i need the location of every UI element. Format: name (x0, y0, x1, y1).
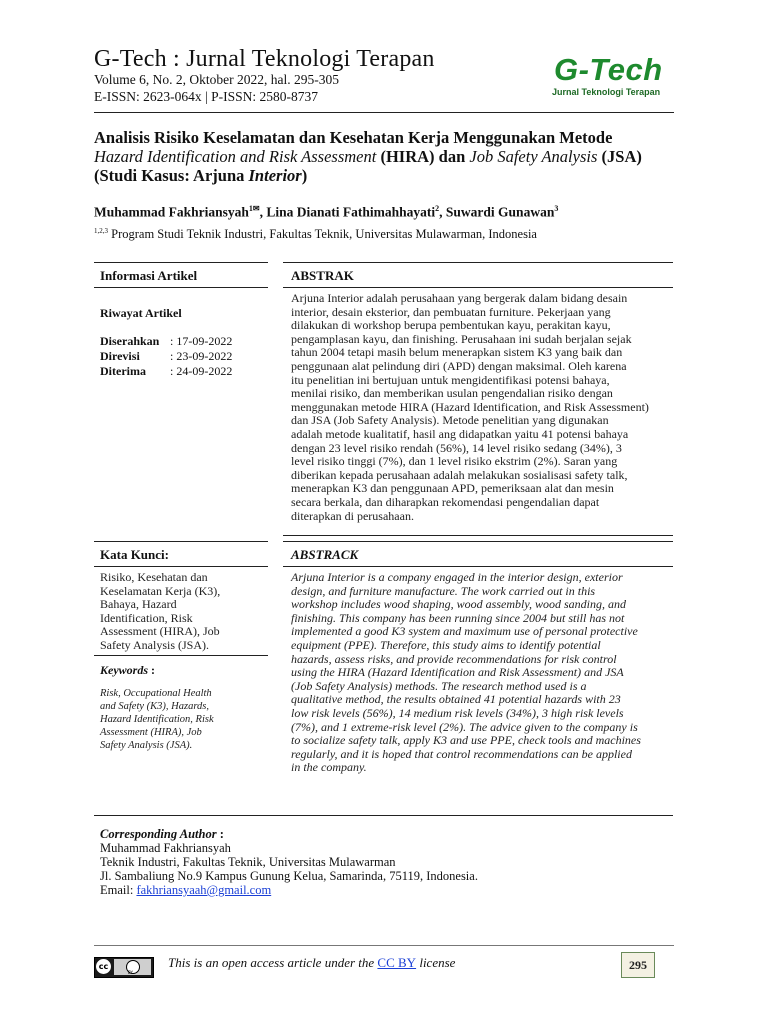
abstract-en-body: Arjuna Interior is a company engaged in the interior design, exterior design, and furniture manufacture. The work carried out in this workshop includes wood shaping, wood assembly, wood sanding, and finishing. This company has been running since 2004 but still has not implemented a good K3 system and maximum use of personal protective equipment (PPE). Therefore, this study aims to identify potential hazards, assess risks, and provide recommendations for risk control using the HIRA (Hazard Identification and Risk Assessment) and JSA (Job Safety Analysis) methods. The research method used is a qualitative method, the results obtained 41 potential hazards with 23 low risk levels (56%), 14 medium risk levels (34%), 3 high risk levels (7%), and 1 extreme-risk level (2%). The advice given to the company is to socialize safety talk, apply K3 and use PPE, check tools and machines regularly, and it is hoped that control recommendations can be applied in the company. (291, 570, 641, 775)
abstract-en-top-rule (283, 541, 673, 542)
cc-by-link[interactable]: CC BY (377, 955, 417, 970)
abstract-en-mid-rule (283, 566, 673, 567)
corresponding-heading: Corresponding Author : (100, 827, 224, 841)
email-link[interactable]: fakhriansyaah@gmail.com (136, 883, 272, 897)
keywords-mid-rule (94, 566, 268, 567)
abstract-bottom-rule (94, 815, 673, 816)
keywords-top-rule (94, 541, 268, 542)
abstrak-bottom-rule (283, 535, 673, 536)
journal-title: G-Tech : Jurnal Teknologi Terapan (94, 46, 435, 72)
affiliation: $^{1,2,3}$ Program Studi Teknik Industri, Fakultas Teknik, Universitas Mulawarman, Indonesia (94, 227, 537, 242)
title-line-1: Analisis Risiko Keselamatan dan Kesehatan Kerja Menggunakan Metode (94, 128, 613, 147)
footer-rule (94, 945, 674, 946)
journal-logo: G-Tech (554, 52, 663, 87)
info-heading: Informasi Artikel (100, 268, 198, 283)
history-row: Diterima : 24-09-2022 (100, 364, 233, 378)
keywords-en-list: Risk, Occupational Health and Safety (K3), Hazards, Hazard Identification, Risk Assessment (HIRA), Job Safety Analysis (JSA). (100, 688, 214, 751)
abstract-en-heading: ABSTRACK (291, 547, 359, 562)
keywords-en-rule (94, 655, 268, 656)
abstrak-body: Arjuna Interior adalah perusahaan yang bergerak dalam bidang desain interior, desain eksterior, dan pembuatan furniture. Pekerjaan yang dilakukan di workshop berupa pembentukan kayu, perakitan kayu, pengamplasan kayu, dan finishing. Perusahaan ini sudah berjalan sejak tahun 2004 tetapi masih belum menerapkan sistem K3 yang baik dan penggunaan alat pelindung diri (APD) dengan maksimal. Oleh karena itu penelitian ini bertujuan untuk mengidentifikasi potensi bahaya, menilai risiko, dan memberikan usulan pengendalian risiko dengan menggunakan metode HIRA (Hazard Identification, and Risk Assessment) dan JSA (Job Safety Analysis). Metode penelitian yang digunakan adalah metode kualitatif, hasil ang didapatkan yaitu 41 potensi bahaya dengan 23 level risiko rendah (56%), 14 level risiko sedang (34%), 3 level risiko tinggi (7%), dan 1 level risiko ekstrim (2%). Saran yang diberikan kepada perusahaan adalah melakukan sosialisasi safety talk, menerapkan K3 dan penggunaan APD, pemeriksaan alat dan mesin secara berkala, dan diharapkan rekomendasi pengendalian dapat diterapkan di perusahaan. (291, 291, 649, 523)
keywords-en-heading: Keywords : (100, 663, 155, 677)
corresponding-dept: Teknik Industri, Fakultas Teknik, Universitas Mulawarman (100, 855, 396, 869)
info-top-rule (94, 262, 268, 263)
info-mid-rule (94, 287, 268, 288)
title-line-3: (Studi Kasus: Arjuna Interior) (94, 166, 308, 185)
keywords-id-list: Risiko, Kesehatan dan Keselamatan Kerja (K3), Bahaya, Hazard Identification, Risk Assessment (HIRA), Job Safety Analysis (JSA). (100, 570, 221, 652)
authors: Muhammad Fakhriansyah$^{1✉}$, Lina Dianati Fathimahhayati$^2$, Suwardi Gunawan$^3$ (94, 204, 559, 220)
corresponding-author (100, 827, 478, 897)
corresponding-email: Email: fakhriansyaah@gmail.com (100, 883, 272, 897)
journal-issn: E-ISSN: 2623-064x | P-ISSN: 2580-8737 (94, 89, 318, 104)
corresponding-address: Jl. Sambaliung No.9 Kampus Gunung Kelua, Samarinda, 75119, Indonesia. (100, 869, 478, 883)
title-line-2: Hazard Identification and Risk Assessment (HIRA) dan Job Safety Analysis (JSA) (94, 147, 642, 166)
journal-volume: Volume 6, No. 2, Oktober 2022, hal. 295-305 (94, 72, 339, 87)
article-title (94, 128, 684, 185)
history-row: Diserahkan : 17-09-2022 (100, 334, 233, 348)
history-heading: Riwayat Artikel (100, 306, 182, 320)
history-row: Direvisi : 23-09-2022 (100, 349, 233, 363)
abstrak-heading: ABSTRAK (291, 268, 354, 283)
cc-license-icon: cc BY (94, 957, 154, 978)
abstrak-mid-rule (283, 287, 673, 288)
journal-logo-subtitle: Jurnal Teknologi Terapan (552, 87, 661, 97)
keywords-id-heading: Kata Kunci: (100, 547, 169, 562)
license-text: This is an open access article under the CC BY license (168, 955, 456, 970)
history-list (100, 334, 232, 379)
header-divider (94, 112, 674, 113)
corresponding-name: Muhammad Fakhriansyah (100, 841, 231, 855)
abstrak-top-rule (283, 262, 673, 263)
page-number: 295 (621, 952, 655, 978)
